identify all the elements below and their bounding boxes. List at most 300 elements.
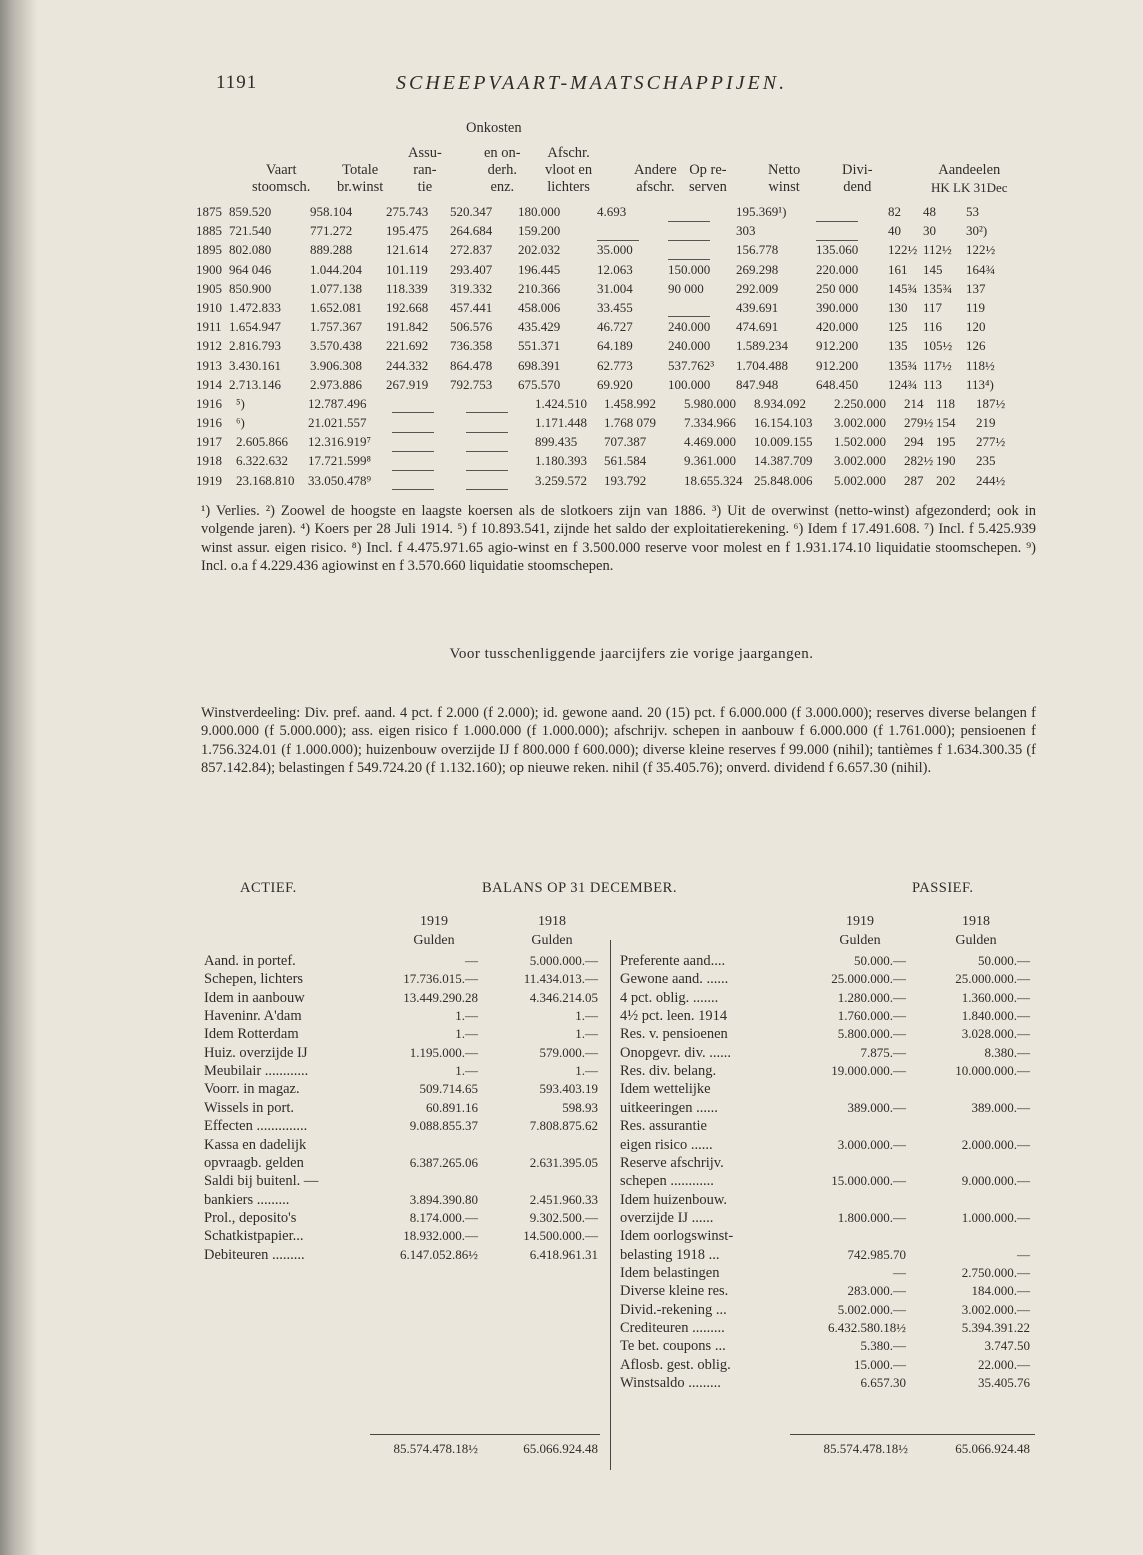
passief-label: eigen risico ...... xyxy=(620,1136,713,1153)
table-cell: 6.322.632 xyxy=(236,453,288,469)
actief-value: 6.147.052.86½ xyxy=(400,1246,478,1262)
passief-value: 50.000.— xyxy=(978,953,1030,968)
passief-value: 8.380.— xyxy=(984,1044,1030,1060)
passief-col-1918: 1918 Gulden xyxy=(955,914,997,948)
table-cell: 126 xyxy=(966,338,986,354)
header-afschrijving: Afschr. vloot en lichters xyxy=(545,145,593,195)
table-cell: ⁵) xyxy=(236,395,245,411)
table-cell: 4.693 xyxy=(597,204,627,219)
table-row xyxy=(196,338,1056,357)
table-cell: 1895 xyxy=(196,242,222,258)
passief-label: 4½ pct. leen. 1914 xyxy=(620,1008,728,1025)
actief-value: 14.500.000.— xyxy=(523,1228,598,1244)
table-cell: 154 xyxy=(936,415,956,431)
table-cell: 219 xyxy=(976,415,996,431)
passief-value: — xyxy=(893,1264,906,1280)
actief-value: 9.302.500.— xyxy=(529,1209,598,1225)
passief-label: overzijde IJ ...... xyxy=(620,1209,714,1226)
passief-label: Idem wettelijke xyxy=(620,1081,711,1098)
table-cell: 17.721.599⁸ xyxy=(308,453,372,469)
table-cell: 48 xyxy=(923,204,936,219)
table-cell: 82 xyxy=(888,204,901,219)
table-cell: 1916 xyxy=(196,415,222,431)
table-cell: 435.429 xyxy=(518,319,561,335)
actief-value: 60.891.16 xyxy=(426,1099,478,1115)
table-cell: 958.104 xyxy=(310,204,353,219)
table-cell: 195.475 xyxy=(386,223,429,239)
passief-label: Aflosb. gest. oblig. xyxy=(620,1356,731,1373)
passief-label: Diverse kleine res. xyxy=(620,1283,729,1300)
table-cell: 420.000 xyxy=(816,319,859,335)
table-cell: 112½ xyxy=(923,242,952,258)
table-cell: 118½ xyxy=(966,357,995,373)
table-cell: 1917 xyxy=(196,434,222,450)
table-row xyxy=(196,281,1056,300)
table-cell: 3.002.000 xyxy=(834,415,886,431)
passief-label: belasting 1918 ... xyxy=(620,1246,720,1263)
table-cell: 159.200 xyxy=(518,223,561,239)
actief-value: 598.93 xyxy=(562,1099,598,1115)
actief-label: Saldi bij buitenl. — xyxy=(204,1173,319,1190)
actief-value: 509.714.65 xyxy=(419,1081,478,1097)
table-cell: 293.407 xyxy=(450,261,493,277)
profit-distribution: Winstverdeeling: Div. pref. aand. 4 pct. f 2.000 (f 2.000); id. gewone aand. 20 (15) pct. f 6.000.000 (f 3.000.000); reserves diverse belangen f 9.000.000 (f 5.000.000); ass. eigen risico f 1.000.000 (f 1.000.000); afschrijv. schepen in aanbouw f 6.000.000 (f 1.761.000); pensioenen f 1.756.324.01 (f 1.000.000); huizenbouw overzijde IJ f 800.000 f 600.000); diverse kleine reserves f 99.000 (nihil); tantièmes f 1.634.300.35 (f 857.142.84); belastingen f 549.724.20 (f 1.132.160); op nieuwe reken. nihil (f 35.405.76); onverd. dividend f 6.657.30 (nihil). xyxy=(201,705,1036,777)
table-cell: 202.032 xyxy=(518,242,561,258)
dash-rule xyxy=(392,489,434,490)
table-cell: 294 xyxy=(904,434,924,450)
actief-label: Aand. in portef. xyxy=(204,953,296,969)
table-cell: 120 xyxy=(966,319,986,335)
table-cell: 53 xyxy=(966,204,979,219)
table-cell: 145 xyxy=(923,261,943,277)
table-cell: 537.762³ xyxy=(668,357,715,373)
actief-value: 579.000.— xyxy=(539,1044,598,1060)
passief-label: Winstsaldo ......... xyxy=(620,1375,721,1392)
actief-value: 13.449.290.28 xyxy=(403,989,478,1005)
table-cell: 850.900 xyxy=(229,280,272,296)
table-cell: 122½ xyxy=(888,242,918,258)
header-onkosten-sub: en on- derh. enz. xyxy=(484,145,521,195)
header-aandeelen: Aandeelen HK LK 31Dec xyxy=(931,162,1008,195)
table-cell: 1.044.204 xyxy=(310,261,362,277)
passief-label: PASSIEF. xyxy=(912,880,974,896)
table-cell: 135 xyxy=(888,338,908,354)
passief-value: 3.002.000.— xyxy=(961,1301,1030,1317)
passief-label: Idem huizenbouw. xyxy=(620,1191,727,1208)
actief-value: 1.— xyxy=(455,1026,478,1042)
table-cell: 187½ xyxy=(976,395,1006,411)
table-cell: 156.778 xyxy=(736,242,779,258)
passief-value: 25.000.000.— xyxy=(955,971,1030,987)
table-cell: 150.000 xyxy=(668,261,711,277)
header-onkosten: Onkosten xyxy=(466,120,522,136)
dash-rule xyxy=(668,259,710,260)
dash-rule xyxy=(392,470,434,471)
actief-label: Wissels in port. xyxy=(204,1099,295,1116)
table-cell: 122½ xyxy=(966,242,996,258)
table-cell: 292.009 xyxy=(736,280,779,296)
table-cell: 1.704.488 xyxy=(736,357,788,373)
table-cell: 1.652.081 xyxy=(310,299,362,315)
actief-value: 593.403.19 xyxy=(539,1081,598,1097)
table-cell: 303 xyxy=(736,223,756,239)
table-row xyxy=(196,377,1056,396)
table-cell: 859.520 xyxy=(229,204,272,219)
dash-rule xyxy=(466,432,508,433)
passief-label: schepen ............ xyxy=(620,1173,714,1190)
table-cell: 12.787.496 xyxy=(308,395,367,411)
passief-value: 742.985.70 xyxy=(847,1246,906,1262)
actief-label: bankiers ......... xyxy=(204,1191,290,1208)
table-cell: 113⁴) xyxy=(966,376,994,392)
table-cell: 3.570.438 xyxy=(310,338,362,354)
passief-value: — xyxy=(1017,1246,1030,1262)
statistics-rows xyxy=(196,204,1056,492)
passief-value: 3.000.000.— xyxy=(837,1136,906,1152)
table-cell: 135¾ xyxy=(888,357,918,373)
table-row xyxy=(196,415,1056,434)
table-cell: 847.948 xyxy=(736,376,779,392)
table-cell: 802.080 xyxy=(229,242,272,258)
table-cell: 319.332 xyxy=(450,280,493,296)
table-cell: 1916 xyxy=(196,395,222,411)
table-row xyxy=(196,319,1056,338)
passief-value: 389.000.— xyxy=(847,1099,906,1115)
table-cell: 9.361.000 xyxy=(684,453,736,469)
passief-value: 3.028.000.— xyxy=(961,1026,1030,1042)
table-cell: 8.934.092 xyxy=(754,395,806,411)
table-cell: 675.570 xyxy=(518,376,561,392)
total-actief-1918: 65.066.924.48 xyxy=(523,1441,598,1456)
actief-value: 17.736.015.— xyxy=(403,971,478,987)
actief-value: 7.808.875.62 xyxy=(529,1118,598,1134)
passief-value: 35.405.76 xyxy=(978,1375,1030,1391)
dash-rule xyxy=(597,240,639,241)
table-cell: 10.009.155 xyxy=(754,434,813,450)
table-cell: 210.366 xyxy=(518,280,561,296)
table-cell: 721.540 xyxy=(229,223,272,239)
table-cell: 191.842 xyxy=(386,319,429,335)
header-totale: Totale br.winst xyxy=(337,162,384,195)
table-cell: 1875 xyxy=(196,204,222,219)
table-cell: 214 xyxy=(904,395,924,411)
actief-value: 6.418.961.31 xyxy=(529,1246,598,1262)
table-cell: 520.347 xyxy=(450,204,493,219)
passief-value: 9.000.000.— xyxy=(961,1173,1030,1189)
passief-label: uitkeeringen ...... xyxy=(620,1099,718,1116)
table-cell: 46.727 xyxy=(597,319,633,335)
passief-total-rule xyxy=(790,1434,1035,1435)
table-cell: 195.369¹) xyxy=(736,204,787,219)
table-cell: 145¾ xyxy=(888,280,918,296)
table-cell: 1.502.000 xyxy=(834,434,886,450)
table-cell: 279½ xyxy=(904,415,934,431)
table-cell: 264.684 xyxy=(450,223,493,239)
table-cell: 161 xyxy=(888,261,908,277)
table-cell: 1.171.448 xyxy=(535,415,587,431)
table-cell: 30²) xyxy=(966,223,988,239)
table-cell: 25.848.006 xyxy=(754,472,813,488)
table-cell: 62.773 xyxy=(597,357,633,373)
table-cell: 864.478 xyxy=(450,357,493,373)
passief-label: Crediteuren ......... xyxy=(620,1320,725,1336)
table-cell: 221.692 xyxy=(386,338,429,354)
header-op-reserven: Op re- serven xyxy=(689,162,727,195)
actief-label: Debiteuren ......... xyxy=(204,1246,305,1263)
table-cell: 90 000 xyxy=(668,280,704,296)
table-cell: 1.424.510 xyxy=(535,395,587,411)
table-row xyxy=(196,358,1056,377)
table-cell: 14.387.709 xyxy=(754,453,813,469)
passief-value: 22.000.— xyxy=(978,1356,1030,1372)
table-cell: 1914 xyxy=(196,376,222,392)
actief-col-1919: 1919 Gulden xyxy=(413,914,455,948)
passief-col-1919: 1919 Gulden xyxy=(839,914,881,948)
passief-value: 6.657.30 xyxy=(860,1375,906,1391)
table-cell: 18.655.324 xyxy=(684,472,743,488)
dash-rule xyxy=(466,451,508,452)
actief-value: 1.— xyxy=(455,1063,478,1079)
table-cell: 2.713.146 xyxy=(229,376,281,392)
table-cell: 561.584 xyxy=(604,453,647,469)
table-cell: 912.200 xyxy=(816,357,859,373)
passief-value: 10.000.000.— xyxy=(955,1063,1030,1079)
table-cell: 244½ xyxy=(976,472,1006,488)
table-cell: 1.757.367 xyxy=(310,319,362,335)
actief-value: 1.195.000.— xyxy=(409,1044,478,1060)
dash-rule xyxy=(816,240,858,241)
dash-rule xyxy=(392,451,434,452)
table-row xyxy=(196,204,1056,223)
passief-label: Preferente aand.... xyxy=(620,953,726,969)
table-cell: 101.119 xyxy=(386,261,428,277)
passief-value: 7.875.— xyxy=(860,1044,906,1060)
table-cell: 2.973.886 xyxy=(310,376,362,392)
table-cell: 3.430.161 xyxy=(229,357,281,373)
table-cell: 282½ xyxy=(904,453,934,469)
table-cell: 195 xyxy=(936,434,956,450)
actief-label: Voorr. in magaz. xyxy=(204,1081,300,1098)
table-cell: 12.316.919⁷ xyxy=(308,434,372,450)
book-spine-shadow xyxy=(0,0,38,1555)
table-cell: 135¾ xyxy=(923,280,953,296)
table-cell: 235 xyxy=(976,453,996,469)
table-cell: 23.168.810 xyxy=(236,472,295,488)
table-cell: 474.691 xyxy=(736,319,779,335)
table-cell: 551.371 xyxy=(518,338,561,354)
actief-value: 9.088.855.37 xyxy=(409,1118,478,1134)
table-cell: 458.006 xyxy=(518,299,561,315)
passief-value: 1.760.000.— xyxy=(837,1008,906,1024)
passief-value: 5.800.000.— xyxy=(837,1026,906,1042)
header-andere: Andere afschr. xyxy=(634,162,677,195)
table-cell: 130 xyxy=(888,299,908,315)
table-cell: 889.288 xyxy=(310,242,353,258)
actief-label: Idem Rotterdam xyxy=(204,1026,299,1043)
actief-label: Haveninr. A'dam xyxy=(204,1008,302,1025)
remark: Voor tusschenliggende jaarcijfers zie vorige jaargangen. xyxy=(449,646,814,662)
actief-value: 1.— xyxy=(575,1008,598,1024)
actief-value: 11.434.013.— xyxy=(523,971,598,987)
table-cell: 506.576 xyxy=(450,319,493,335)
table-cell: 5.002.000 xyxy=(834,472,886,488)
table-cell: 736.358 xyxy=(450,338,493,354)
table-cell: 40 xyxy=(888,223,901,239)
table-cell: 1.458.992 xyxy=(604,395,656,411)
table-cell xyxy=(392,481,434,497)
table-row xyxy=(196,473,1056,492)
table-cell: 118.339 xyxy=(386,280,428,296)
header-vaart: Vaart stoomsch. xyxy=(252,162,311,195)
passief-value: 5.394.391.22 xyxy=(961,1320,1030,1335)
table-cell: 1.472.833 xyxy=(229,299,281,315)
actief-label: Huiz. overzijde IJ xyxy=(204,1044,308,1061)
passief-value: 3.747.50 xyxy=(984,1338,1030,1354)
passief-value: 184.000.— xyxy=(971,1283,1030,1299)
table-cell: 2.605.866 xyxy=(236,434,288,450)
table-cell: 1.589.234 xyxy=(736,338,788,354)
table-cell: 124¾ xyxy=(888,376,918,392)
table-cell: 220.000 xyxy=(816,261,859,277)
table-row xyxy=(196,300,1056,319)
footnotes: ¹) Verlies. ²) Zoowel de hoogste en laagste koersen als de slotkoers zijn van 1886. ³) Uit de overwinst (netto-winst) afgezonderd; ook in volgende jaren). ⁴) Koers per 28 Juli 1914. ⁵) f 10.893.541, zijnde het saldo der exploitatierekening. ⁶) Idem f 17.491.608. ⁷) Incl. f 5.425.939 winst assur. eigen risico. ⁸) Incl. f 4.475.971.65 agio-winst en f 3.500.000 reserve voor molest en f 1.931.174.10 liquidatie stoomschepen. ⁹) Incl. o.a f 4.229.436 agiowinst en f 3.570.660 liquidatie stoomschepen. xyxy=(201,503,1036,575)
table-cell: 1905 xyxy=(196,280,222,296)
table-row xyxy=(196,262,1056,281)
passief-label: Res. v. pensioenen xyxy=(620,1026,728,1043)
passief-value: 1.000.000.— xyxy=(961,1209,1030,1225)
dash-rule xyxy=(466,412,508,413)
table-cell: 117 xyxy=(923,299,943,315)
header-assurantie: Assu- ran- tie xyxy=(408,145,442,195)
balance-title: BALANS OP 31 DECEMBER. xyxy=(482,880,677,896)
actief-value: 1.— xyxy=(575,1063,598,1079)
actief-value: 8.174.000.— xyxy=(409,1209,478,1225)
dash-rule xyxy=(668,316,710,317)
dash-rule xyxy=(668,221,710,222)
table-cell: 35.000 xyxy=(597,242,633,258)
table-row xyxy=(196,396,1056,415)
table-cell: 33.455 xyxy=(597,299,633,315)
actief-label: Idem in aanbouw xyxy=(204,989,305,1006)
table-cell: 119 xyxy=(966,299,986,315)
header-dividend: Divi- dend xyxy=(842,162,873,195)
passief-value: 6.432.580.18½ xyxy=(828,1320,906,1335)
header-netto: Netto winst xyxy=(768,162,801,195)
table-cell: 1900 xyxy=(196,261,222,277)
table-cell: 3.259.572 xyxy=(535,472,587,488)
actief-label: Kassa en dadelijk xyxy=(204,1136,307,1153)
actief-label: Meubilair ............ xyxy=(204,1063,309,1080)
table-cell: 3.002.000 xyxy=(834,453,886,469)
passief-value: 19.000.000.— xyxy=(831,1063,906,1079)
table-cell: 16.154.103 xyxy=(754,415,813,431)
table-cell: 1918 xyxy=(196,453,222,469)
table-cell: 117½ xyxy=(923,357,952,373)
passief-label: Onopgevr. div. ...... xyxy=(620,1044,732,1061)
table-cell: 1.654.947 xyxy=(229,319,281,335)
page-number: 1191 xyxy=(216,72,258,93)
balance-divider xyxy=(610,940,611,1470)
table-cell: 113 xyxy=(923,376,943,392)
table-cell: 899.435 xyxy=(535,434,578,450)
table-cell: 118 xyxy=(936,395,956,411)
total-passief-1919: 85.574.478.18½ xyxy=(823,1441,908,1456)
table-cell: 250 000 xyxy=(816,280,859,296)
dash-rule xyxy=(392,412,434,413)
table-cell: 707.387 xyxy=(604,434,647,450)
table-cell: 771.272 xyxy=(310,223,353,239)
dash-rule xyxy=(668,240,710,241)
table-cell: 277½ xyxy=(976,434,1006,450)
dash-rule xyxy=(466,470,508,471)
table-cell: 125 xyxy=(888,319,908,335)
actief-value: 18.932.000.— xyxy=(403,1228,478,1244)
table-cell: 1885 xyxy=(196,223,222,239)
passief-value: 1.280.000.— xyxy=(837,989,906,1005)
table-cell: 275.743 xyxy=(386,204,429,219)
table-row xyxy=(196,453,1056,472)
running-head: SCHEEPVAART-MAATSCHAPPIJEN. xyxy=(396,72,788,94)
table-cell: 64.189 xyxy=(597,338,633,354)
table-cell: ⁶) xyxy=(236,415,245,431)
passief-value: 283.000.— xyxy=(847,1283,906,1299)
table-cell: 5.980.000 xyxy=(684,395,736,411)
table-cell: 2.250.000 xyxy=(834,395,886,411)
passief-value: 25.000.000.— xyxy=(831,971,906,987)
table-cell: 135.060 xyxy=(816,242,859,258)
dash-rule xyxy=(816,221,858,222)
passief-label: 4 pct. oblig. ....... xyxy=(620,989,719,1006)
table-cell: 1913 xyxy=(196,357,222,373)
passief-label: Reserve afschrijv. xyxy=(620,1154,724,1171)
table-cell: 240.000 xyxy=(668,319,711,335)
total-passief-1918: 65.066.924.48 xyxy=(955,1441,1030,1456)
actief-value: 2.451.960.33 xyxy=(529,1191,598,1207)
passief-value: 50.000.— xyxy=(854,953,906,968)
actief-label: Schepen, lichters xyxy=(204,971,304,988)
actief-col-1918: 1918 Gulden xyxy=(531,914,573,948)
table-cell: 648.450 xyxy=(816,376,859,392)
table-row xyxy=(196,223,1056,242)
table-cell: 1.768 079 xyxy=(604,415,656,431)
table-cell: 31.004 xyxy=(597,280,633,296)
actief-label: Prol., deposito's xyxy=(204,1209,297,1226)
dash-rule xyxy=(466,489,508,490)
table-cell: 267.919 xyxy=(386,376,429,392)
table-cell: 137 xyxy=(966,280,986,296)
actief-value: 1.— xyxy=(455,1008,478,1024)
table-cell: 116 xyxy=(923,319,943,335)
passief-label: Res. assurantie xyxy=(620,1118,707,1135)
table-cell: 272.837 xyxy=(450,242,493,258)
table-cell: 105½ xyxy=(923,338,953,354)
table-cell: 2.816.793 xyxy=(229,338,281,354)
table-cell: 439.691 xyxy=(736,299,779,315)
table-cell: 269.298 xyxy=(736,261,779,277)
table-cell: 7.334.966 xyxy=(684,415,736,431)
table-cell: 190 xyxy=(936,453,956,469)
actief-value: 3.894.390.80 xyxy=(409,1191,478,1207)
passief-value: 389.000.— xyxy=(971,1099,1030,1115)
passief-value: 2.750.000.— xyxy=(961,1264,1030,1280)
table-cell: 193.792 xyxy=(604,472,647,488)
table-cell: 192.668 xyxy=(386,299,429,315)
actief-value: 4.346.214.05 xyxy=(529,989,598,1005)
passief-value: 15.000.000.— xyxy=(831,1173,906,1189)
passief-label: Idem belastingen xyxy=(620,1264,720,1281)
table-cell: 1912 xyxy=(196,338,222,354)
actief-value: 6.387.265.06 xyxy=(409,1154,478,1170)
